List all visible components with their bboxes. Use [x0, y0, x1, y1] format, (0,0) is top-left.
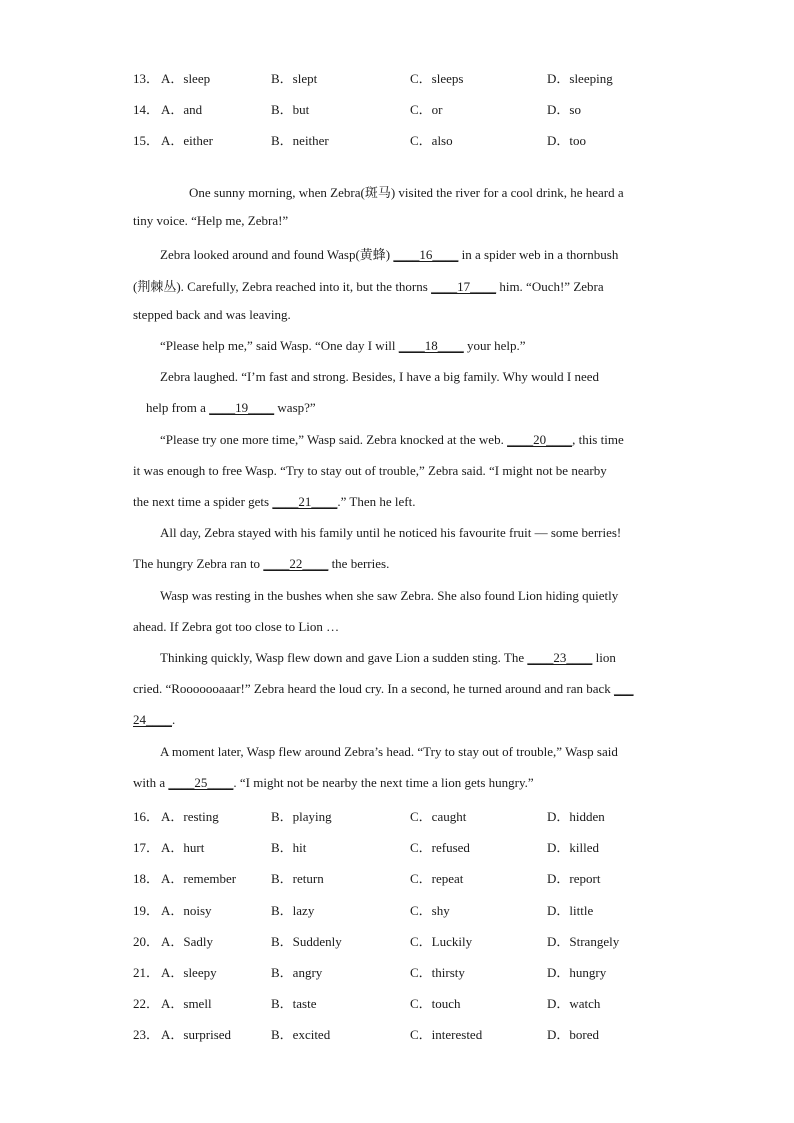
- passage-text: your help.”: [463, 338, 526, 353]
- option-d: D．hungry: [547, 965, 607, 980]
- blank-16: ____16____: [393, 247, 459, 262]
- option-d: D．bored: [547, 1027, 599, 1042]
- passage-line: [160, 650, 690, 670]
- question-number: 21．: [133, 965, 160, 980]
- blank-19: ____19____: [209, 400, 275, 415]
- question-number: 23．: [133, 1027, 160, 1042]
- question-row: [133, 806, 673, 826]
- passage-text: the berries.: [328, 556, 390, 571]
- option-a: A．either: [161, 133, 213, 148]
- passage-line: ahead. If Zebra got too close to Lion …: [133, 619, 340, 634]
- option-b: B．excited: [271, 1027, 331, 1042]
- option-b: B．slept: [271, 71, 318, 86]
- question-number: 18．: [133, 871, 160, 886]
- option-d: D．sleeping: [547, 71, 613, 86]
- option-d: D．killed: [547, 840, 599, 855]
- option-b: B．playing: [271, 809, 332, 824]
- option-a: A．sleepy: [161, 965, 217, 980]
- passage-text: Zebra looked around and found Wasp(黄蜂): [160, 247, 394, 262]
- option-d: D．so: [547, 102, 581, 117]
- option-d: D．report: [547, 871, 601, 886]
- option-c: C．or: [410, 102, 443, 117]
- passage-text: wasp?”: [274, 400, 316, 415]
- blank-17: ____17____: [431, 279, 497, 294]
- blank-22: ____22____: [263, 556, 329, 571]
- blank-24: 24____: [133, 712, 172, 727]
- passage-text: . “I might not be nearby the next time a lion gets hungry.”: [233, 775, 534, 790]
- option-b: B．but: [271, 102, 310, 117]
- option-c: C．repeat: [410, 871, 464, 886]
- question-number: 17．: [133, 840, 160, 855]
- question-row: [133, 130, 673, 150]
- option-d: D．Strangely: [547, 934, 620, 949]
- passage-line: [160, 244, 690, 264]
- blank-23: ____23____: [527, 650, 593, 665]
- passage-text: .” Then he left.: [337, 494, 416, 509]
- option-a: A．Sadly: [161, 934, 214, 949]
- option-c: C．touch: [410, 996, 461, 1011]
- passage-line: [133, 681, 663, 701]
- option-a: A．remember: [161, 871, 237, 886]
- blank-24: ___: [614, 681, 634, 696]
- passage-text: cried. “Rooooooaaar!” Zebra heard the loud cry. In a second, he turned around and ran back: [133, 681, 615, 696]
- option-c: C．refused: [410, 840, 470, 855]
- passage-text: the next time a spider gets: [133, 494, 273, 509]
- question-row: [133, 931, 673, 951]
- question-number: 14．: [133, 102, 160, 117]
- passage-text: with a: [133, 775, 169, 790]
- blank-25: ____25____: [168, 775, 234, 790]
- passage-text: help from a: [146, 400, 210, 415]
- question-row: [133, 900, 673, 920]
- question-row: [133, 962, 673, 982]
- passage-text: lion: [592, 650, 616, 665]
- passage-text: The hungry Zebra ran to: [133, 556, 264, 571]
- question-number: 20．: [133, 934, 160, 949]
- passage-text: .: [172, 712, 176, 727]
- question-number: 15．: [133, 133, 160, 148]
- option-c: C．thirsty: [410, 965, 465, 980]
- option-d: D．watch: [547, 996, 601, 1011]
- option-d: D．little: [547, 903, 594, 918]
- passage-line: [160, 432, 690, 452]
- option-b: B．hit: [271, 840, 307, 855]
- option-a: A．hurt: [161, 840, 205, 855]
- question-row: [133, 868, 673, 888]
- question-number: 16．: [133, 809, 160, 824]
- option-c: C．interested: [410, 1027, 483, 1042]
- passage-line: [133, 556, 663, 576]
- option-a: A．noisy: [161, 903, 212, 918]
- passage-line: [133, 494, 663, 514]
- passage-text: Thinking quickly, Wasp flew down and gave Lion a sudden sting. The: [160, 650, 528, 665]
- passage-line: A moment later, Wasp flew around Zebra’s head. “Try to stay out of trouble,” Wasp said: [160, 744, 618, 759]
- option-b: B．lazy: [271, 903, 315, 918]
- passage-text: (荆棘丛). Carefully, Zebra reached into it, but the thorns: [133, 279, 432, 294]
- passage-text: “Please help me,” said Wasp. “One day I will: [160, 338, 399, 353]
- blank-18: ____18____: [398, 338, 464, 353]
- option-d: D．too: [547, 133, 587, 148]
- passage-text: him. “Ouch!” Zebra: [496, 279, 604, 294]
- option-a: A．sleep: [161, 71, 211, 86]
- passage-line: stepped back and was leaving.: [133, 307, 291, 322]
- blank-20: ____20____: [507, 432, 573, 447]
- passage-text: “Please try one more time,” Wasp said. Zebra knocked at the web.: [160, 432, 508, 447]
- option-a: A．resting: [161, 809, 219, 824]
- option-c: C．caught: [410, 809, 467, 824]
- passage-line: Wasp was resting in the bushes when she saw Zebra. She also found Lion hiding quietly: [160, 588, 619, 603]
- passage-line: [133, 775, 663, 795]
- option-c: C．also: [410, 133, 453, 148]
- passage-line: Zebra laughed. “I’m fast and strong. Besides, I have a big family. Why would I need: [160, 369, 599, 384]
- option-c: C．shy: [410, 903, 450, 918]
- option-b: B．angry: [271, 965, 323, 980]
- passage-line: [133, 712, 663, 732]
- option-b: B．taste: [271, 996, 317, 1011]
- passage-line: it was enough to free Wasp. “Try to stay out of trouble,” Zebra said. “I might not be nearby: [133, 463, 607, 478]
- question-row: [133, 68, 673, 88]
- option-c: C．Luckily: [410, 934, 473, 949]
- option-a: A．and: [161, 102, 203, 117]
- passage-text: in a spider web in a thornbush: [458, 247, 619, 262]
- option-b: B．Suddenly: [271, 934, 342, 949]
- question-number: 19．: [133, 903, 160, 918]
- passage-line: One sunny morning, when Zebra(斑马) visited the river for a cool drink, he heard a: [189, 185, 624, 200]
- option-a: A．smell: [161, 996, 212, 1011]
- passage-text: , this time: [572, 432, 624, 447]
- option-b: B．return: [271, 871, 324, 886]
- question-number: 13．: [133, 71, 160, 86]
- passage-line: [146, 400, 676, 420]
- question-number: 22．: [133, 996, 160, 1011]
- option-a: A．surprised: [161, 1027, 232, 1042]
- passage-line: All day, Zebra stayed with his family until he noticed his favourite fruit — some berries!: [160, 525, 622, 540]
- question-row: [133, 837, 673, 857]
- option-c: C．sleeps: [410, 71, 464, 86]
- blank-21: ____21____: [272, 494, 338, 509]
- question-row: [133, 993, 673, 1013]
- option-b: B．neither: [271, 133, 329, 148]
- passage-line: [133, 276, 663, 296]
- question-row: [133, 99, 673, 119]
- question-row: [133, 1024, 673, 1044]
- passage-line: [160, 338, 690, 358]
- passage-line: tiny voice. “Help me, Zebra!”: [133, 213, 289, 228]
- option-d: D．hidden: [547, 809, 605, 824]
